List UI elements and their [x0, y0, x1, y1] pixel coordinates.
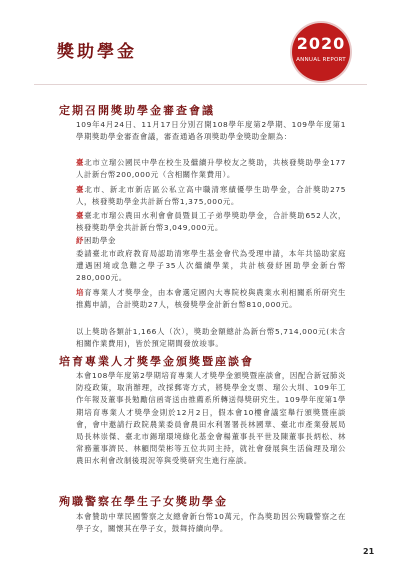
section-heading-review-meeting: 定期召開獎助學金審查會議 [59, 104, 215, 117]
police-children-body: 本會贊助中華民國警察之友總會新台幣10萬元，作為獎助因公殉職警察之在學子女，關懷其在學子女，鼓舞持續向學。 [76, 512, 346, 534]
page-number: 21 [363, 547, 375, 556]
section-heading-police-children: 殉職警察在學生子女獎助學金 [59, 495, 228, 508]
item-text: 困助學金 [84, 236, 116, 245]
badge-subtitle: ANNUAL REPORT [296, 57, 346, 63]
item-text: 育專業人才獎學金，由本會選定國內大專院校與農業水利相關系所研究生推薦申請，合計獎助27人，核發獎學金計新台幣810,000元。 [76, 288, 346, 310]
grant-item [76, 235, 346, 247]
item-text: 委請臺北市政府教育局認助清寒學生基金會代為受理申請，本年共協助家庭遭遇困境或急難之學子35人次繼續學業，共計核發紓困助學金新台幣280,000元。 [76, 249, 346, 283]
grant-item [76, 248, 346, 285]
item-lead-char: 紓 [76, 236, 84, 245]
item-lead-char: 培 [76, 288, 85, 297]
grants-summary: 以上獎助各類計1,166人（次），獎助金額總計為新台幣5,714,000元(未含相關作業費用)，皆於預定期間發放竣事。 [76, 327, 346, 349]
item-text: 北市立瑠公國民中學在校生及繼續升學校友之獎助，共核發獎助學金177人計新台幣200,000元（含相關作業費用）。 [76, 158, 346, 180]
annual-report-badge [292, 23, 350, 81]
badge-year: 2020 [296, 34, 346, 53]
item-lead-char: 臺 [76, 211, 85, 220]
grant-item [76, 287, 346, 311]
item-lead-char: 臺 [76, 158, 85, 167]
grant-item [76, 184, 346, 208]
review-meeting-intro: 109年4月24日、11月17日分別召開108學年度第2學期、109學年度第1學期獎助學金審查會議，審查通過各項獎助學金獎助金額為： [76, 120, 346, 142]
item-text: 北市、新北市新店區公私立高中職清寒績優學生助學金，合計獎助275人，核發獎助學金共計新台幣1,375,000元。 [76, 185, 347, 207]
page-title: 獎助學金 [57, 42, 137, 62]
section-heading-scholarship-ceremony: 培育專業人才獎學金頒獎暨座談會 [59, 355, 254, 368]
item-lead-char: 臺 [76, 185, 85, 194]
header-divider [34, 84, 367, 85]
grant-item [76, 157, 346, 181]
item-text: 臺北市瑠公農田水利會會員暨員工子弟學獎助學金，合計獎助652人次，核發獎助學金共計新台幣3,049,000元。 [76, 211, 346, 233]
grant-item [76, 210, 346, 234]
scholarship-ceremony-body: 本會108學年度第2學期培育專業人才獎學金頒獎暨座談會，因配合新冠肺炎防疫政策，取消辦理，改採郵寄方式，將獎學金支票、瑠公大圳、109年工作年報及董事長勉勵信函寄送由推薦系所轉送得獎研究生。109學年度第1學期培育專業人才獎學金則於12月2日，假本會10樓會議室舉行頒獎暨座談會，會中邀請行政院農業委員會農田水利署署長林國華、臺北市產業發展局局長林崇傑、臺北市錫瑠環境綠化基金會楊董事長平世及陳董事長炳松、林常務董事濟民、林顧問榮彬等五位共同主持，就社會發展與生活倫理及瑠公農田水利會改制後現況等與受獎研究生進行座談。 [76, 371, 346, 466]
